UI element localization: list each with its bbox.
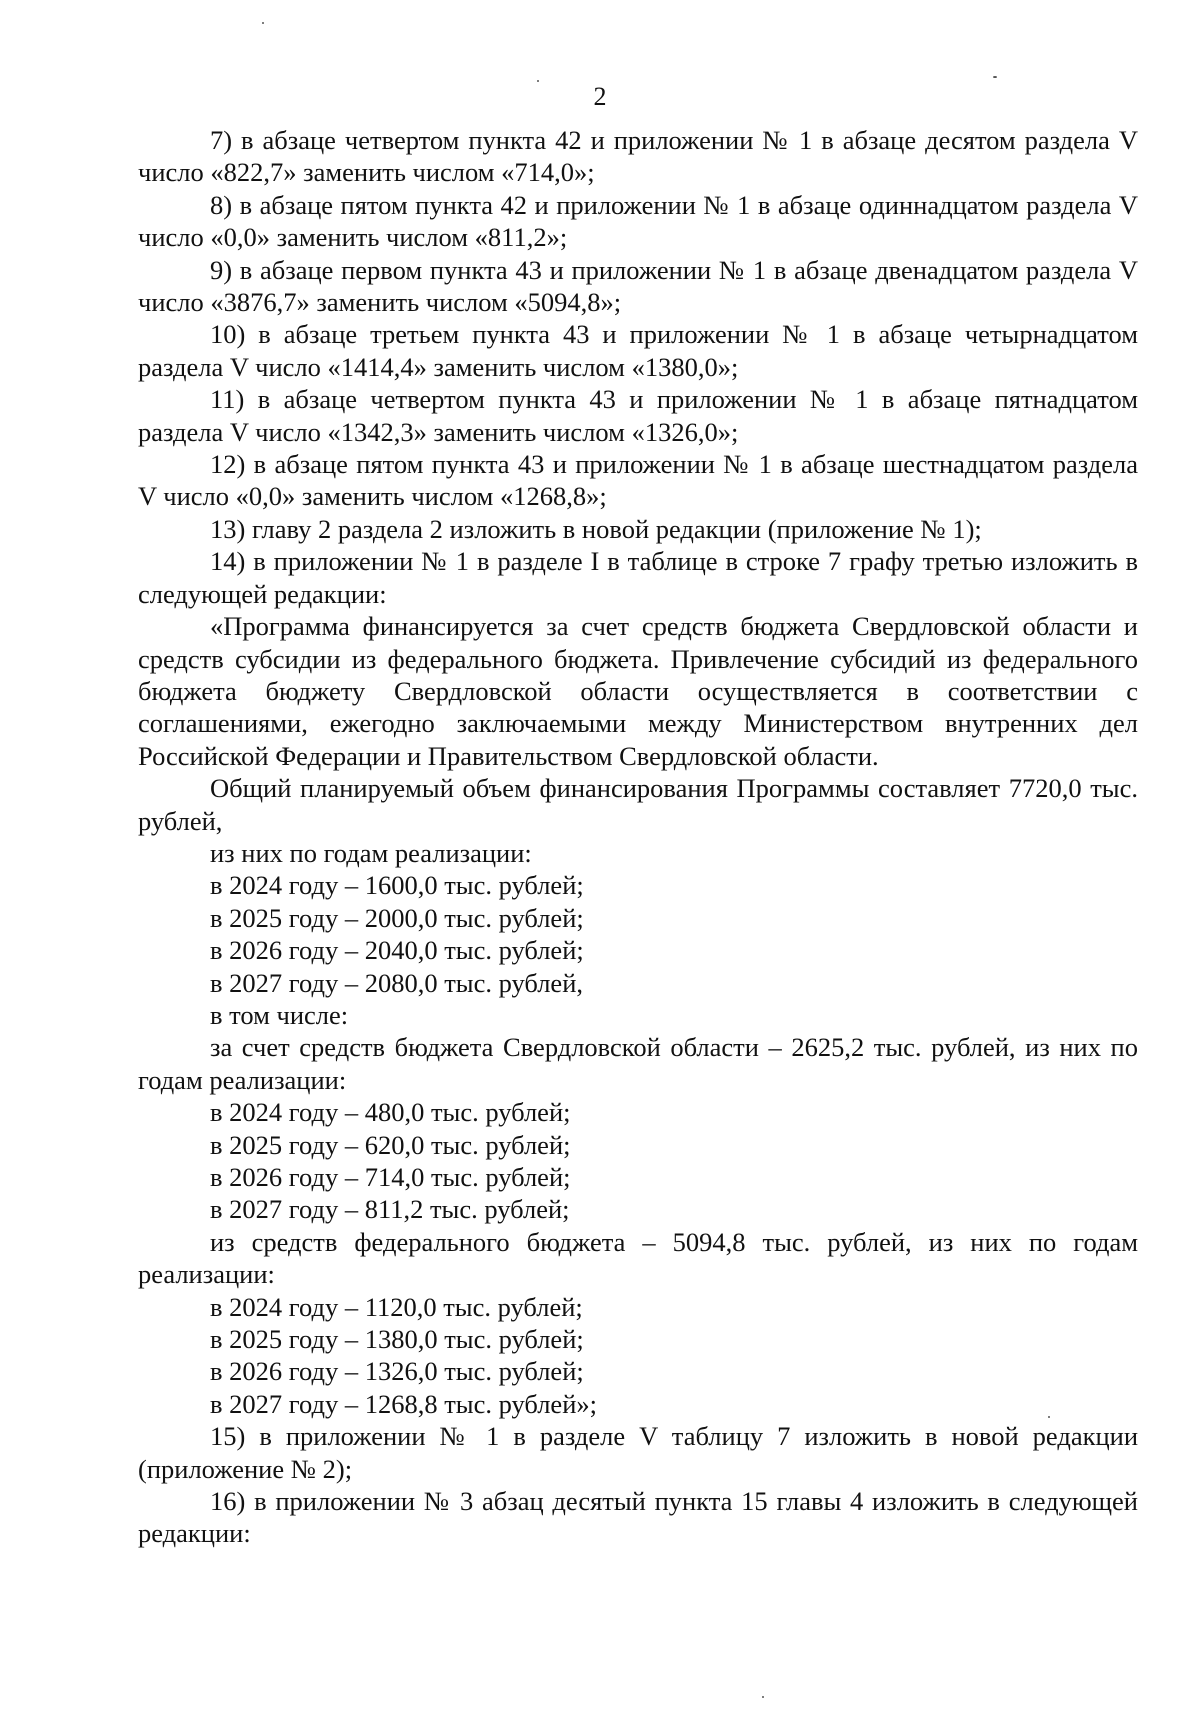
regional-year-2026-line: в 2026 году – 714,0 тыс. рублей; [210,1162,571,1192]
scan-speck [762,1696,764,1698]
document-body [138,124,1138,1550]
amendment-item-15: 15) в приложении № 1 в разделе V таблицу 7 изложить в новой редакции (приложение № 2); [138,1421,1138,1484]
including-line: в том числе: [210,999,349,1030]
scan-speck [1048,1416,1050,1418]
federal-year-2027-line: в 2027 году – 1268,8 тыс. рублей»; [210,1388,597,1419]
regional-budget-paragraph: за счет средств бюджета Свердловской области – 2625,2 тыс. рублей, из них по годам реализации: [138,1032,1138,1095]
amendment-item-13: 13) главу 2 раздела 2 изложить в новой редакции (приложение № 1); [210,513,982,544]
federal-budget-paragraph: из средств федерального бюджета – 5094,8 тыс. рублей, из них по годам реализации: [138,1226,1138,1290]
regional-year-2024-line: в 2024 году – 480,0 тыс. рублей; [210,1097,571,1128]
amendment-item-10: 10) в абзаце третьем пункта 43 и приложении № 1 в абзаце четырнадцатом раздела V число «1414,4» заменить числом «1380,0»; [138,319,1138,382]
scan-speck [537,80,539,82]
regional-year-2025-line: в 2025 году – 620,0 тыс. рублей; [210,1129,571,1160]
total-financing-paragraph: Общий планируемый объем финансирования Программы составляет 7720,0 тыс. рублей, [138,773,1138,836]
amendment-item-11: 11) в абзаце четвертом пункта 43 и приложении № 1 в абзаце пятнадцатом раздела V число «1342,3» заменить числом «1326,0»; [138,384,1138,447]
federal-year-2024-line: в 2024 году – 1120,0 тыс. рублей; [210,1291,583,1322]
total-year-2027-line: в 2027 году – 2080,0 тыс. рублей, [210,967,584,998]
scan-speck [993,76,997,78]
years-intro-line: из них по годам реализации: [210,837,532,868]
quoted-financing-paragraph: «Программа финансируется за счет средств бюджета Свердловской области и средств субсидии из федерального бюджета. Привлечение субсидий из федерального бюджета бюджету Свердловской области осуществляется в соответствии с соглашениями, ежегодно заключаемыми между Министерством внутренних дел Российской Федерации и Правительством Свердловской области. [138,611,1138,771]
amendment-item-16: 16) в приложении № 3 абзац десятый пункта 15 главы 4 изложить в следующей редакции: [138,1486,1138,1549]
federal-year-2025-line: в 2025 году – 1380,0 тыс. рублей; [210,1324,584,1355]
total-year-2026-line: в 2026 году – 2040,0 тыс. рублей; [210,935,584,966]
regional-year-2027-line: в 2027 году – 811,2 тыс. рублей; [210,1194,570,1225]
amendment-item-9: 9) в абзаце первом пункта 43 и приложении № 1 в абзаце двенадцатом раздела V число «3876,7» заменить числом «5094,8»; [138,254,1138,318]
scan-speck [262,22,264,24]
total-year-2025-line: в 2025 году – 2000,0 тыс. рублей; [210,902,584,933]
page-number: 2 [593,82,607,111]
amendment-item-7: 7) в абзаце четвертом пункта 42 и приложении № 1 в абзаце десятом раздела V число «822,7» заменить числом «714,0»; [138,125,1138,188]
amendment-item-14: 14) в приложении № 1 в разделе I в таблице в строке 7 графу третью изложить в следующей редакции: [138,546,1138,609]
federal-year-2026-line: в 2026 году – 1326,0 тыс. рублей; [210,1356,584,1387]
amendment-item-8: 8) в абзаце пятом пункта 42 и приложении № 1 в абзаце одиннадцатом раздела V число «0,0» заменить числом «811,2»; [138,189,1138,253]
total-year-2024-line: в 2024 году – 1600,0 тыс. рублей; [210,870,584,901]
amendment-item-12: 12) в абзаце пятом пункта 43 и приложении № 1 в абзаце шестнадцатом раздела V число «0,0» заменить числом «1268,8»; [138,449,1138,512]
